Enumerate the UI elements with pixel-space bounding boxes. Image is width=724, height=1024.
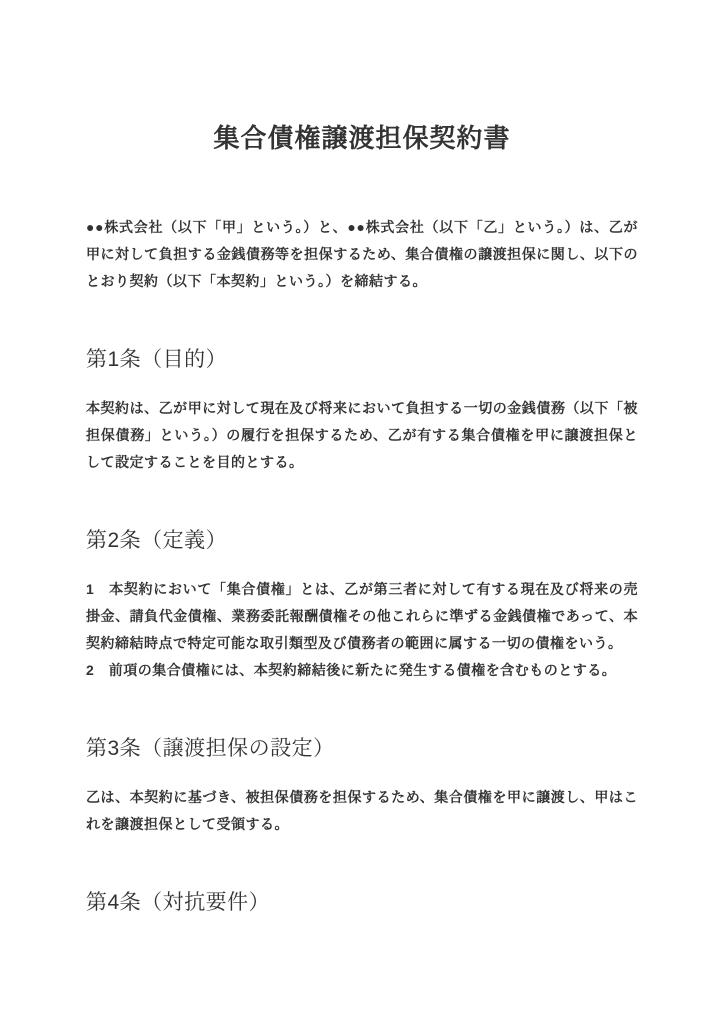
- article-2-item-2: 2 前項の集合債権には、本契約締結後に新たに発生する債権を含むものとする。: [86, 662, 617, 678]
- article-4-heading: 第4条（対抗要件）: [86, 891, 271, 914]
- article-3-paragraph: 乙は、本契約に基づき、被担保債務を担保するため、集合債権を甲に譲渡し、甲はこれを譲渡担保として受領する。: [86, 789, 638, 832]
- article-1: [86, 345, 638, 476]
- article-2-heading: 第2条（定義）: [86, 529, 228, 552]
- article-2: [86, 526, 638, 684]
- article-2-item-1: 1 本契約において「集合債権」とは、乙が第三者に対して有する現在及び将来の売掛金、請負代金債権、業務委託報酬債権その他これらに準ずる金銭債権であって、本契約締結時点で特定可能な取引類型及び債務者の範囲に属する一切の債権をいう。: [86, 581, 638, 651]
- article-3: [86, 734, 638, 838]
- preamble-paragraph: ●●株式会社（以下「甲」という。）と、●●株式会社（以下「乙」という。）は、乙が甲に対して負担する金銭債務等を担保するため、集合債権の譲渡担保に関し、以下のとおり契約（以下「本契約」という。）を締結する。: [86, 219, 638, 289]
- article-1-paragraph: 本契約は、乙が甲に対して現在及び将来において負担する一切の金銭債務（以下「被担保債務」という。）の履行を担保するため、乙が有する集合債権を甲に譲渡担保として設定することを目的とする。: [86, 400, 638, 470]
- article-3-heading: 第3条（譲渡担保の設定）: [86, 737, 335, 760]
- article-1-heading: 第1条（目的）: [86, 348, 228, 371]
- document-title: 集合債権譲渡担保契約書: [213, 123, 511, 153]
- article-4: [86, 888, 638, 918]
